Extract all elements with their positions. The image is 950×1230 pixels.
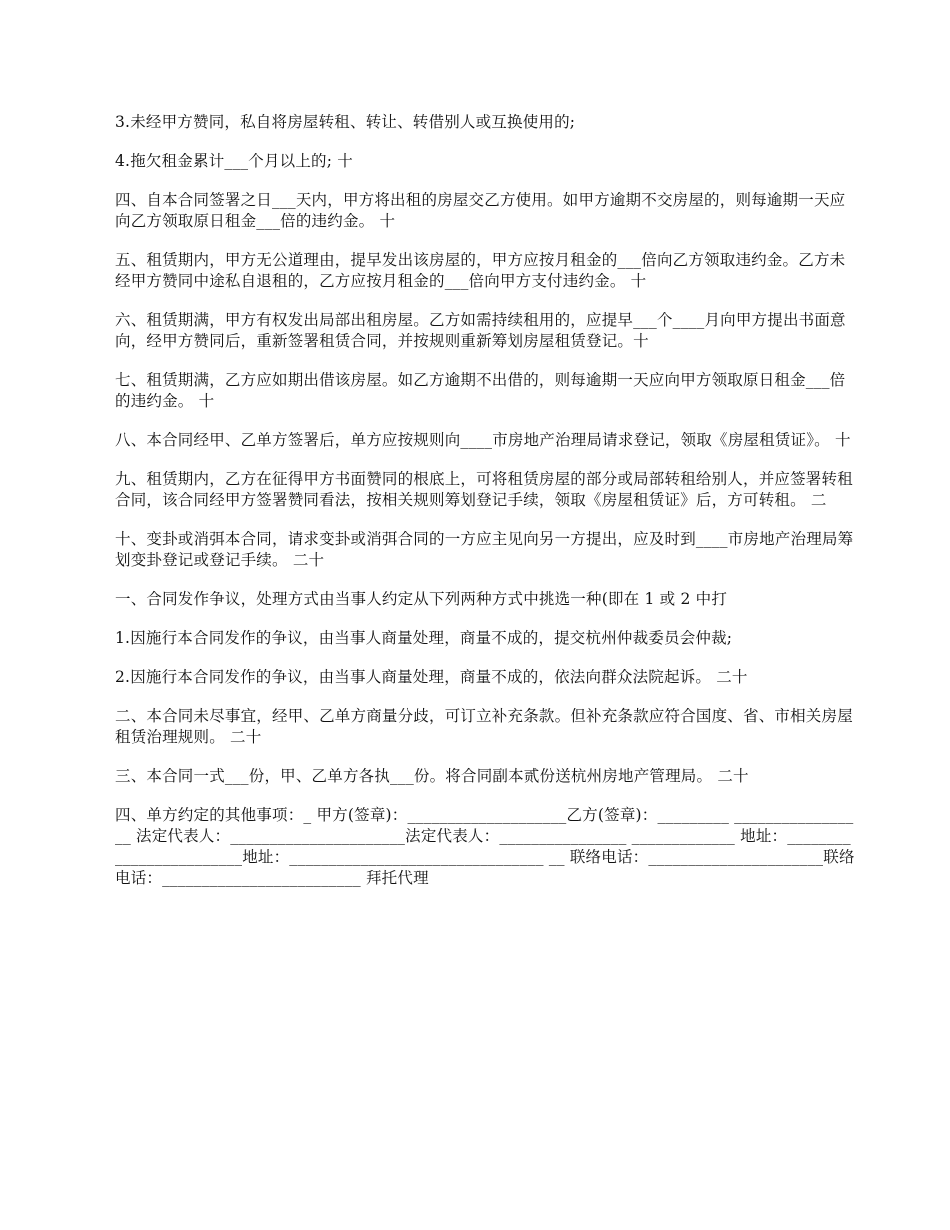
clause-renewal: 六、租赁期满，甲方有权发出局部出租房屋。乙方如需持续租用的，应提早___个____月向甲方提出书面意向，经甲方赞同后，重新签署租赁合同，并按规则重新筹划房屋租赁登记。十 — [115, 311, 846, 350]
clause-sublease: 九、租赁期内，乙方在征得甲方书面赞同的根底上，可将租赁房屋的部分或局部转租给别人，并应签署转租合同，该合同经甲方签署赞同看法，按相关规则筹划登记手续，领取《房屋租赁证》后，方可转租。 二 — [115, 470, 853, 509]
clause-supplementary: 二、本合同未尽事宜，经甲、乙单方商量分歧，可订立补充条款。但补充条款应符合国度、省、市相关房屋租赁治理规则。 二十 — [115, 707, 853, 746]
contract-document — [115, 112, 855, 907]
dispute-option-1: 1.因施行本合同发作的争议，由当事人商量处理，商量不成的，提交杭州仲裁委员会仲裁; — [115, 629, 733, 647]
clause-item-4: 4.拖欠租金累计___个月以上的; 十 — [115, 152, 353, 170]
clause-copies: 三、本合同一式___份，甲、乙单方各执___份。将合同副本贰份送杭州房地产管理局。 二十 — [115, 767, 749, 785]
clause-dispute: 一、合同发作争议，处理方式由当事人约定从下列两种方式中挑选一种(即在 1 或 2 中打 — [115, 590, 728, 608]
clause-registration: 八、本合同经甲、乙单方签署后，单方应按规则向____市房地产治理局请求登记，领取《房屋租赁证》。 十 — [115, 431, 851, 449]
signature-block: 四、单方约定的其他事项：_ 甲方(签章)：____________________乙方(签章)：_________ _________________ 法定代表人：______________________法定代表人：________________ _____________ 地址：________________________地址：________________________________ __ 联络电话：______________________联络电话：_________________________ 拜托代理 — [115, 806, 855, 887]
clause-early-termination: 五、租赁期内，甲方无公道理由，提早发出该房屋的，甲方应按月租金的___倍向乙方领取违约金。乙方未经甲方赞同中途私自退租的，乙方应按月租金的___倍向甲方支付违约金。 十 — [115, 251, 846, 290]
clause-delivery-penalty: 四、自本合同签署之日___天内，甲方将出租的房屋交乙方使用。如甲方逾期不交房屋的，则每逾期一天应向乙方领取原日租金___倍的违约金。 十 — [115, 191, 846, 230]
clause-change-termination: 十、变卦或消弭本合同，请求变卦或消弭合同的一方应主见向另一方提出，应及时到____市房地产治理局筹划变卦登记或登记手续。 二十 — [115, 530, 854, 569]
clause-return-property: 七、租赁期满，乙方应如期出借该房屋。如乙方逾期不出借的，则每逾期一天应向甲方领取原日租金___倍的违约金。 十 — [115, 371, 846, 410]
clause-item-3: 3.未经甲方赞同，私自将房屋转租、转让、转借别人或互换使用的; — [115, 113, 576, 131]
dispute-option-2: 2.因施行本合同发作的争议，由当事人商量处理，商量不成的，依法向群众法院起诉。 二十 — [115, 668, 748, 686]
